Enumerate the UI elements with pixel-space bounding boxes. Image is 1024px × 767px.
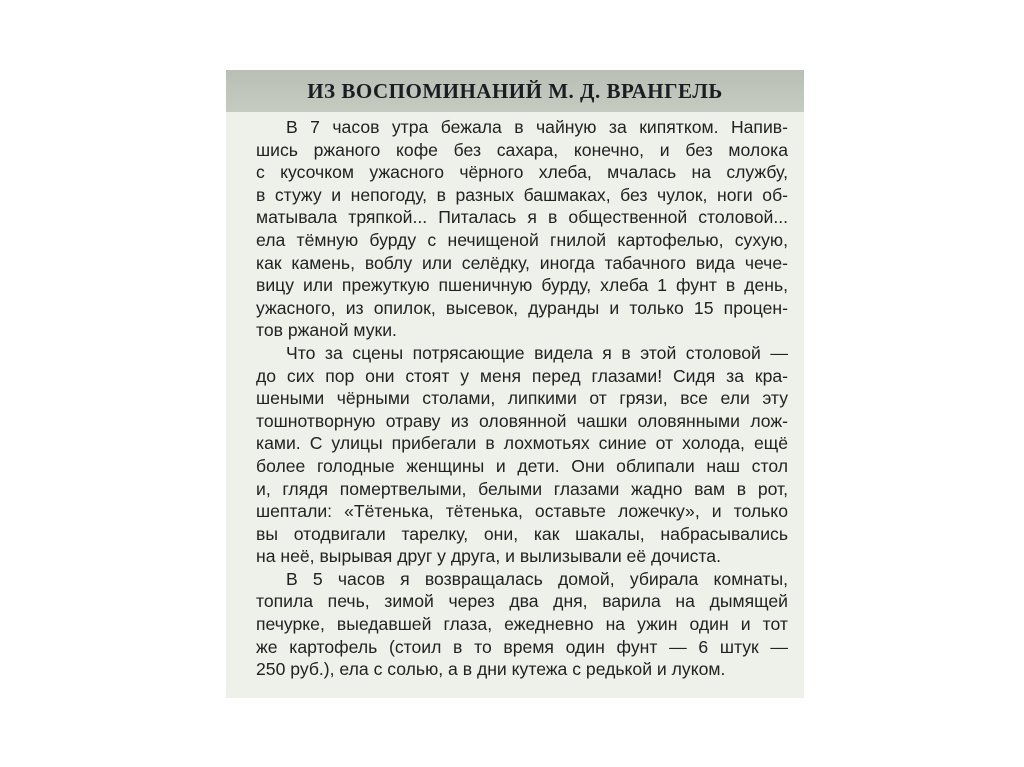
text-line: как камень, воблу или селёдку, иногда табачного вида чече- [256,252,788,273]
text-line: матывала тряпкой... Питалась я в общественной столовой... [256,207,788,228]
text-line: В 5 часов я возвращалась домой, убирала комнаты, [286,568,788,589]
paragraph [256,342,788,568]
text-line: ужасного, из опилок, высевок, дуранды и только 15 процен- [256,297,788,318]
paragraph [256,568,788,681]
text-body [226,112,804,681]
text-line: шептали: «Тётенька, тётенька, оставьте ложечку», и только [256,501,788,522]
title-band [226,70,804,112]
text-line: же картофель (стоил в то время один фунт — 6 штук — [256,636,788,657]
text-line: до сих пор они стоят у меня перед глазами! Сидя за кра- [256,365,788,386]
text-line: с кусочком ужасного чёрного хлеба, мчалась на службу, [256,162,788,183]
text-line: печурке, выедавшей глаза, ежедневно на ужин один и тот [256,614,788,635]
text-line: В 7 часов утра бежала в чайную за кипятком. Напив- [286,117,788,137]
text-line: шеными чёрными столами, липкими от грязи, все ели эту [256,388,788,409]
document-title: ИЗ ВОСПОМИНАНИЙ М. Д. ВРАНГЕЛЬ [307,78,723,103]
text-line: вицу или прежуткую пшеничную бурду, хлеба 1 фунт в день, [256,275,788,296]
text-line: и, глядя помертвелыми, белыми глазами жадно вам в рот, [256,478,788,499]
text-line: топила печь, зимой через два дня, варила на дымящей [256,591,788,612]
text-line: на неё, вырывая друг у друга, и вылизывали её дочиста. [256,546,721,567]
text-line: шись ржаного кофе без сахара, конечно, и без молока [256,139,788,160]
text-line: Что за сцены потрясающие видела я в этой столовой — [286,342,788,363]
text-line: ела тёмную бурду с нечищеной гнилой картофелью, сухую, [256,229,788,250]
text-line: тов ржаной муки. [256,320,397,341]
text-line: тошнотворную отраву из оловянной чашки оловянными лож- [256,410,788,431]
text-line: 250 руб.), ела с солью, а в дни кутежа с редькой и луком. [256,659,726,680]
text-line: вы отодвигали тарелку, они, как шакалы, набрасывались [256,523,788,544]
text-line: ками. С улицы прибегали в лохмотьях синие от холода, ещё [256,433,788,454]
text-line: в стужу и непогоду, в разных башмаках, без чулок, ноги об- [256,184,788,205]
book-page-scan [226,70,804,698]
text-line: более голодные женщины и дети. Они облипали наш стол [256,455,788,476]
paragraph [256,116,788,342]
